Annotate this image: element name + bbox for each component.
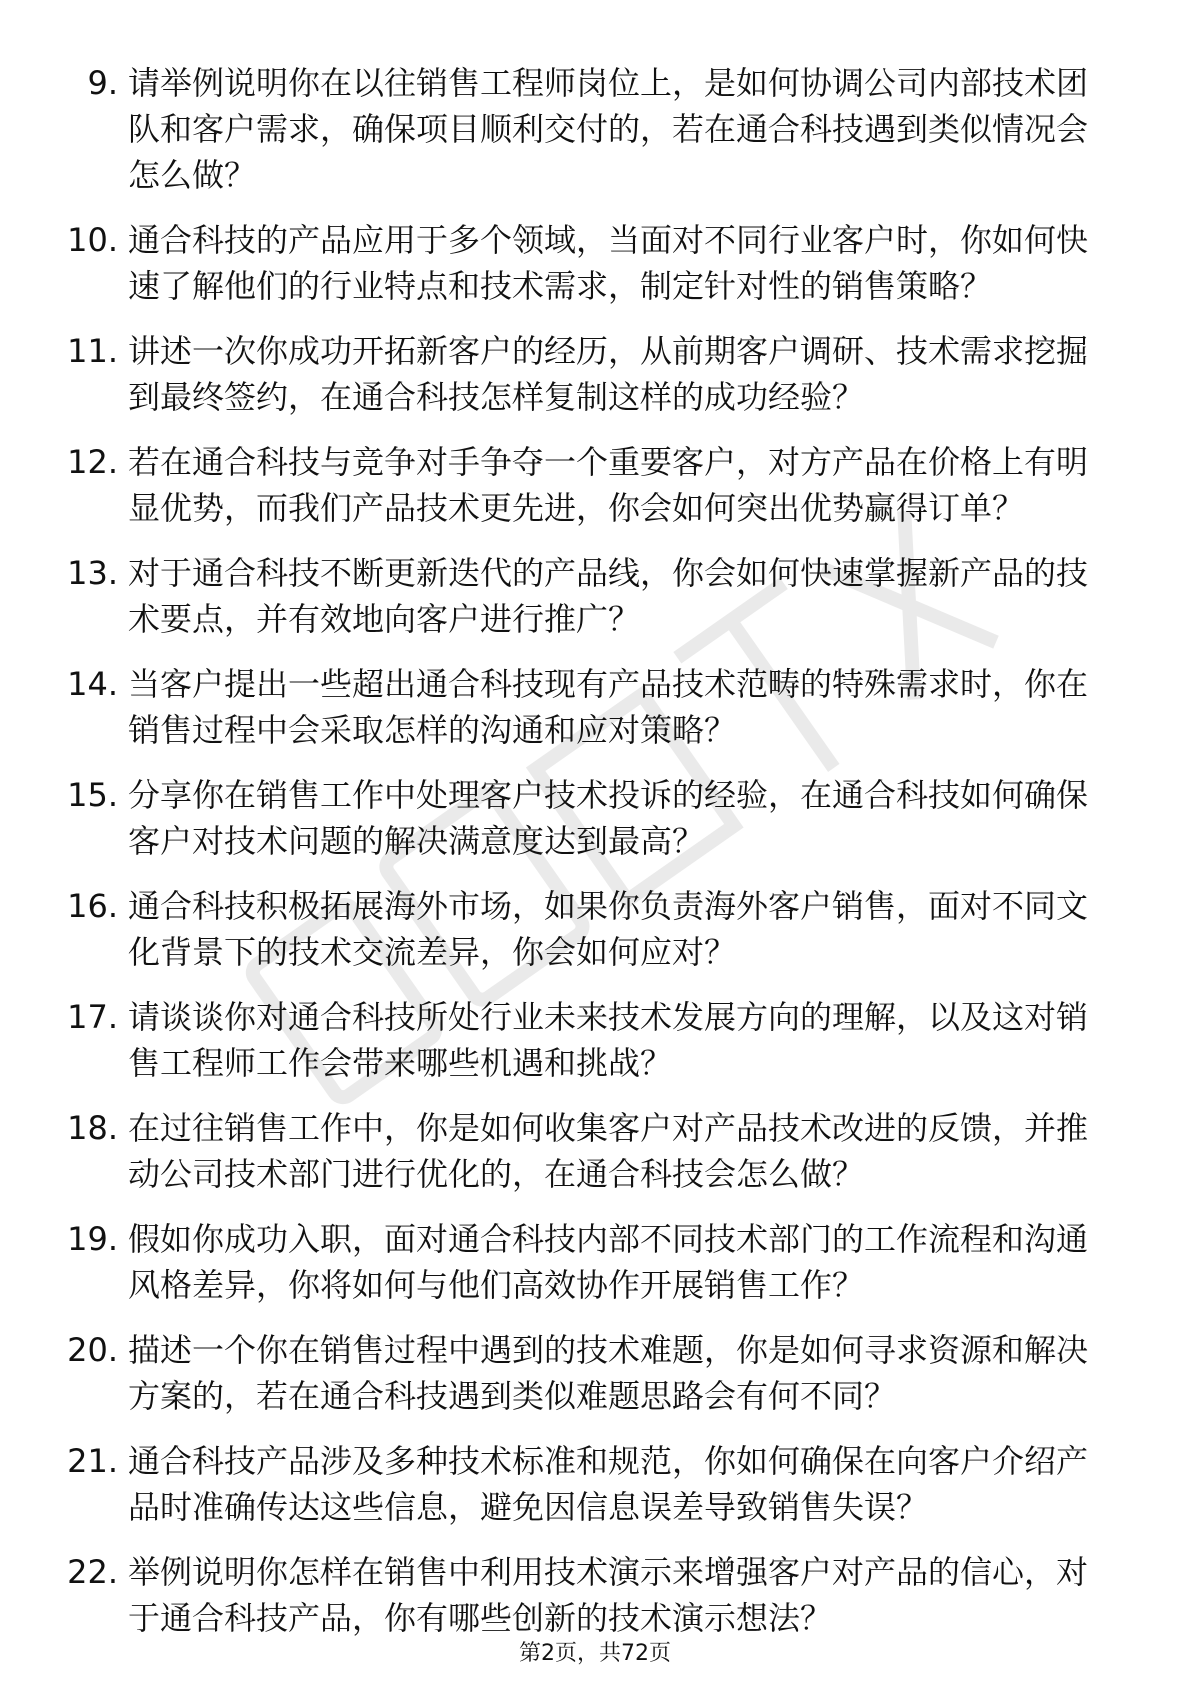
question-number: 18.	[67, 1109, 118, 1147]
question-item	[0, 1438, 1190, 1530]
question-item	[0, 328, 1190, 420]
question-text: 在过往销售工作中，你是如何收集客户对产品技术改进的反馈，并推动公司技术部门进行优化的，在通合科技会怎么做？	[128, 1109, 1089, 1193]
question-item	[0, 1105, 1190, 1197]
question-text: 当客户提出一些超出通合科技现有产品技术范畴的特殊需求时，你在销售过程中会采取怎样的沟通和应对策略？	[128, 665, 1089, 749]
question-number: 17.	[67, 998, 118, 1036]
question-text: 描述一个你在销售过程中遇到的技术难题，你是如何寻求资源和解决方案的，若在通合科技遇到类似难题思路会有何不同？	[128, 1331, 1089, 1415]
question-number: 15.	[67, 776, 118, 814]
question-item	[0, 217, 1190, 309]
question-item	[0, 60, 1190, 198]
question-number: 12.	[67, 443, 118, 481]
page-indicator: 第2页，共72页	[519, 1641, 671, 1666]
question-item	[0, 550, 1190, 642]
question-item	[0, 661, 1190, 753]
question-number: 10.	[67, 221, 118, 259]
question-number: 21.	[67, 1442, 118, 1480]
question-number: 19.	[67, 1220, 118, 1258]
question-number: 13.	[67, 554, 118, 592]
question-item	[0, 439, 1190, 531]
question-text: 举例说明你怎样在销售中利用技术演示来增强客户对产品的信心，对于通合科技产品，你有哪些创新的技术演示想法？	[128, 1553, 1089, 1637]
question-text: 对于通合科技不断更新迭代的产品线，你会如何快速掌握新产品的技术要点，并有效地向客户进行推广？	[128, 554, 1089, 638]
question-item	[0, 1216, 1190, 1308]
question-item	[0, 1327, 1190, 1419]
question-item	[0, 994, 1190, 1086]
question-number: 20.	[67, 1331, 118, 1369]
question-text: 请举例说明你在以往销售工程师岗位上，是如何协调公司内部技术团队和客户需求，确保项目顺利交付的，若在通合科技遇到类似情况会怎么做？	[128, 64, 1089, 194]
question-text: 通合科技产品涉及多种技术标准和规范，你如何确保在向客户介绍产品时准确传达这些信息，避免因信息误差导致销售失误？	[128, 1442, 1089, 1526]
question-text: 通合科技的产品应用于多个领域，当面对不同行业客户时，你如何快速了解他们的行业特点和技术需求，制定针对性的销售策略？	[128, 221, 1089, 305]
question-item	[0, 1549, 1190, 1641]
question-number: 14.	[67, 665, 118, 703]
question-text: 讲述一次你成功开拓新客户的经历，从前期客户调研、技术需求挖掘到最终签约，在通合科技怎样复制这样的成功经验？	[128, 332, 1089, 416]
question-list	[0, 60, 1190, 1641]
question-number: 9.	[87, 64, 118, 102]
question-item	[0, 772, 1190, 864]
question-text: 请谈谈你对通合科技所处行业未来技术发展方向的理解，以及这对销售工程师工作会带来哪些机遇和挑战？	[128, 998, 1089, 1082]
question-number: 22.	[67, 1553, 118, 1591]
question-item	[0, 883, 1190, 975]
question-number: 16.	[67, 887, 118, 925]
question-text: 分享你在销售工作中处理客户技术投诉的经验，在通合科技如何确保客户对技术问题的解决满意度达到最高？	[128, 776, 1089, 860]
question-text: 通合科技积极拓展海外市场，如果你负责海外客户销售，面对不同文化背景下的技术交流差异，你会如何应对？	[128, 887, 1089, 971]
question-number: 11.	[67, 332, 118, 370]
question-text: 假如你成功入职，面对通合科技内部不同技术部门的工作流程和沟通风格差异，你将如何与他们高效协作开展销售工作？	[128, 1220, 1089, 1304]
question-text: 若在通合科技与竞争对手争夺一个重要客户，对方产品在价格上有明显优势，而我们产品技术更先进，你会如何突出优势赢得订单？	[128, 443, 1089, 527]
